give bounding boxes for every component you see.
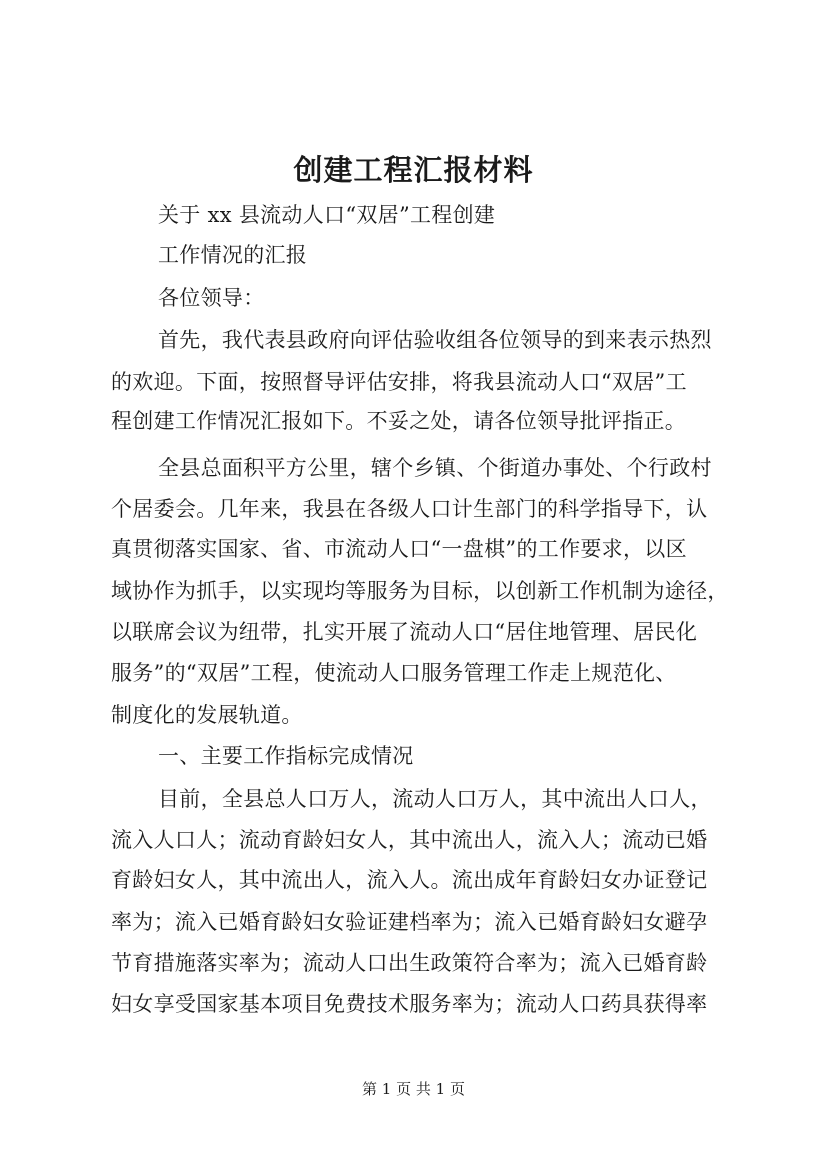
text-line: 育龄妇女人，其中流出人，流入人。流出成年育龄妇女办证登记 [111, 868, 708, 892]
text-line: 个居委会。几年来，我县在各级人口计生部门的科学指导下，认 [111, 497, 708, 521]
text-line: 全县总面积平方公里，辖个乡镇、个街道办事处、个行政村 [158, 456, 712, 480]
text-line: 率为；流入已婚育龄妇女验证建档率为；流入已婚育龄妇女避孕 [111, 910, 708, 934]
text-line: 流入人口人；流动育龄妇女人，其中流出人，流入人；流动已婚 [111, 828, 708, 852]
text-line: 真贯彻落实国家、省、市流动人口“一盘棋”的工作要求，以区 [111, 537, 687, 561]
document-title: 创建工程汇报材料 [293, 153, 534, 187]
text-line: 各位领导： [158, 286, 265, 310]
section-heading: 一、主要工作指标完成情况 [158, 744, 414, 768]
text-line: 关于 xx 县流动人口“双居”工程创建 [158, 203, 496, 227]
text-line: 制度化的发展轨道。 [111, 703, 303, 727]
text-line: 节育措施落实率为；流动人口出生政策符合率为；流入已婚育龄 [111, 951, 708, 975]
text-line: 目前，全县总人口万人，流动人口万人，其中流出人口人， [158, 787, 712, 811]
text-line: 域协作为抓手，以实现均等服务为目标，以创新工作机制为途径， [111, 579, 729, 603]
text-line: 以联席会议为纽带，扎实开展了流动人口“居住地管理、居民化 [111, 620, 698, 644]
text-line: 妇女享受国家基本项目免费技术服务率为；流动人口药具获得率 [111, 992, 708, 1016]
text-line: 首先，我代表县政府向评估验收组各位领导的到来表示热烈 [158, 328, 712, 352]
text-line: 工作情况的汇报 [158, 243, 308, 267]
text-line: 程创建工作情况汇报如下。不妥之处，请各位领导批评指正。 [111, 409, 687, 433]
text-line: 的欢迎。下面，按照督导评估安排，将我县流动人口“双居”工 [111, 370, 687, 394]
page-footer: 第 1 页 共 1 页 [362, 1080, 465, 1098]
text-line: 服务”的“双居”工程，使流动人口服务管理工作走上规范化、 [111, 661, 677, 685]
